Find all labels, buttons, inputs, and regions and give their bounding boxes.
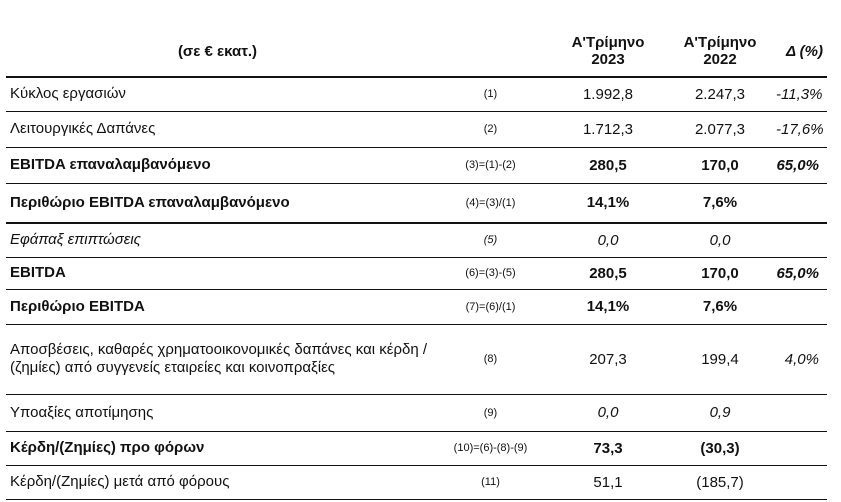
row-ref: (10)=(6)-(8)-(9) bbox=[453, 442, 528, 454]
header-ref-spacer bbox=[429, 26, 552, 77]
row-ref: (5) bbox=[483, 234, 498, 247]
row-label: EBITDA bbox=[10, 264, 66, 281]
row-label: Αποσβέσεις, καθαρές χρηματοοικονομικές δαπάνες και κέρδη / (ζημίες) από συγγενείς εταιρείες και κοινοπραξίες bbox=[10, 341, 428, 376]
header-q1-2022 bbox=[664, 26, 776, 77]
row-delta bbox=[776, 465, 827, 499]
header-units-label: (σε € εκατ.) bbox=[6, 26, 429, 77]
header-q1-2023 bbox=[552, 26, 664, 77]
row-value-2023: 0,0 bbox=[597, 231, 619, 249]
row-ref: (1) bbox=[483, 88, 498, 101]
row-ref: (8) bbox=[483, 353, 498, 365]
row-delta bbox=[776, 394, 827, 431]
table-row-ebitda-margin bbox=[6, 289, 827, 324]
row-value-2022: 170,0 bbox=[701, 264, 739, 282]
row-value-2023: 280,5 bbox=[589, 264, 627, 282]
row-value-2023: 280,5 bbox=[589, 156, 627, 174]
header-q1-2022-line1: Α'Τρίμηνο bbox=[683, 34, 757, 51]
header-q1-2022-line2: 2022 bbox=[703, 51, 737, 68]
row-delta bbox=[776, 183, 827, 223]
row-value-2022: 7,6% bbox=[702, 194, 738, 212]
row-ref: (7)=(6)/(1) bbox=[465, 300, 516, 313]
header-q1-2023-line2: 2023 bbox=[591, 51, 625, 68]
table-row-recurring-ebitda bbox=[6, 147, 827, 183]
row-value-2023: 1.992,8 bbox=[582, 85, 634, 103]
row-label: Περιθώριο EBITDA bbox=[10, 297, 145, 315]
table-row-profit-before-tax bbox=[6, 431, 827, 465]
row-label: Λειτουργικές Δαπάνες bbox=[10, 120, 156, 137]
row-value-2022: (30,3) bbox=[700, 439, 740, 457]
row-label: Κέρδη/(Ζημίες) μετά από φόρους bbox=[10, 473, 230, 490]
table-row-one-off-effects bbox=[6, 223, 827, 257]
row-value-2023: 0,0 bbox=[597, 404, 619, 421]
financial-results-table bbox=[6, 26, 827, 500]
row-value-2023: 73,3 bbox=[593, 439, 623, 457]
row-label: Κύκλος εργασιών bbox=[10, 85, 126, 103]
row-delta: 65,0% bbox=[776, 156, 819, 174]
row-label: Κέρδη/(Ζημίες) προ φόρων bbox=[10, 439, 205, 456]
row-ref: (3)=(1)-(2) bbox=[465, 159, 516, 171]
row-delta bbox=[776, 431, 827, 465]
row-value-2023: 1.712,3 bbox=[582, 120, 634, 138]
row-value-2023: 14,1% bbox=[586, 194, 630, 212]
row-delta bbox=[776, 289, 827, 324]
header-q1-2023-line1: Α'Τρίμηνο bbox=[571, 34, 645, 51]
row-delta: 4,0% bbox=[784, 350, 819, 368]
row-delta: -11,3% bbox=[776, 85, 823, 103]
row-value-2023: 14,1% bbox=[586, 298, 630, 315]
row-delta: -17,6% bbox=[776, 120, 824, 138]
row-ref: (11) bbox=[481, 476, 500, 488]
row-value-2022: 199,4 bbox=[701, 350, 739, 368]
row-value-2022: 170,0 bbox=[701, 156, 739, 174]
row-value-2022: 0,9 bbox=[709, 404, 731, 421]
row-label: Υποαξίες αποτίμησης bbox=[10, 403, 154, 421]
row-value-2023: 51,1 bbox=[593, 473, 623, 491]
header-delta: Δ (%) bbox=[776, 26, 827, 77]
row-ref: (9) bbox=[483, 406, 498, 419]
row-label: EBITDA επαναλαμβανόμενο bbox=[10, 156, 211, 173]
row-ref: (4)=(3)/(1) bbox=[465, 196, 516, 209]
row-label: Περιθώριο EBITDA επαναλαμβανόμενο bbox=[10, 193, 290, 211]
table-row-ebitda bbox=[6, 257, 827, 289]
row-ref: (2) bbox=[483, 123, 498, 135]
row-value-2022: 2.247,3 bbox=[694, 85, 746, 103]
row-value-2023: 207,3 bbox=[589, 350, 627, 368]
row-ref: (6)=(3)-(5) bbox=[465, 267, 516, 279]
table-header-row bbox=[6, 26, 827, 77]
row-value-2022: (185,7) bbox=[696, 473, 744, 491]
row-value-2022: 2.077,3 bbox=[694, 120, 746, 138]
table-row-depreciation bbox=[6, 324, 827, 394]
table-row-profit-after-tax bbox=[6, 465, 827, 499]
row-delta bbox=[776, 223, 827, 257]
table-row-recurring-ebitda-margin bbox=[6, 183, 827, 223]
table-row-revenue bbox=[6, 77, 827, 111]
table-row-impairments bbox=[6, 394, 827, 431]
row-value-2022: 7,6% bbox=[702, 298, 738, 315]
row-label: Εφάπαξ επιπτώσεις bbox=[10, 231, 141, 249]
table-row-operating-expenses bbox=[6, 111, 827, 147]
row-value-2022: 0,0 bbox=[709, 231, 731, 249]
row-delta: 65,0% bbox=[776, 264, 819, 282]
